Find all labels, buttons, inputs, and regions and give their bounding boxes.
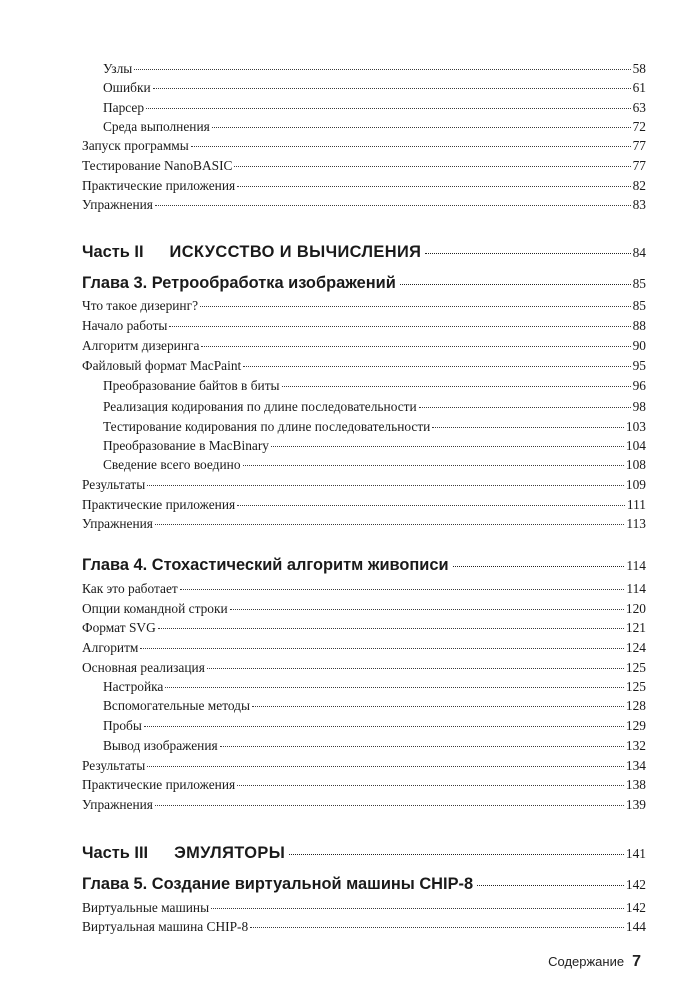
entry-title: Файловый формат MacPaint bbox=[82, 358, 242, 373]
entry-title: Упражнения bbox=[82, 516, 153, 531]
entry-page-number: 77 bbox=[632, 158, 646, 173]
dot-leader bbox=[191, 146, 631, 147]
toc-subsection-entry[interactable] bbox=[103, 717, 646, 735]
dot-leader bbox=[432, 427, 624, 428]
dot-leader bbox=[243, 465, 624, 466]
entry-title: Формат SVG bbox=[82, 620, 156, 635]
dot-leader bbox=[211, 908, 624, 909]
entry-title: Преобразование байтов в биты bbox=[103, 378, 280, 393]
entry-title: Алгоритм bbox=[82, 640, 139, 655]
toc-section-entry[interactable] bbox=[82, 157, 646, 175]
entry-page-number: 63 bbox=[632, 100, 646, 115]
entry-title: Основная реализация bbox=[82, 660, 205, 675]
entry-page-number: 85 bbox=[632, 298, 646, 313]
entry-title: ИСКУССТВО И ВЫЧИСЛЕНИЯ bbox=[169, 243, 422, 261]
dot-leader bbox=[220, 746, 624, 747]
entry-page-number: 139 bbox=[625, 797, 646, 812]
entry-title: Опции командной строки bbox=[82, 601, 228, 616]
dot-leader bbox=[144, 726, 624, 727]
footer-page-number: 7 bbox=[632, 953, 641, 970]
entry-page-number: 95 bbox=[632, 358, 646, 373]
toc-section-entry[interactable] bbox=[82, 659, 646, 677]
entry-title: Запуск программы bbox=[82, 138, 189, 153]
footer-label: Содержание bbox=[548, 954, 625, 969]
dot-leader bbox=[153, 88, 631, 89]
dot-leader bbox=[155, 205, 631, 206]
entry-page-number: 82 bbox=[632, 178, 646, 193]
dot-leader bbox=[134, 69, 630, 70]
entry-page-number: 124 bbox=[625, 640, 646, 655]
entry-page-number: 85 bbox=[632, 276, 646, 291]
entry-page-number: 121 bbox=[625, 620, 646, 635]
entry-title: Виртуальные машины bbox=[82, 900, 210, 915]
entry-page-number: 72 bbox=[632, 119, 646, 134]
dot-leader bbox=[237, 186, 630, 187]
dot-leader bbox=[146, 108, 631, 109]
entry-page-number: 61 bbox=[632, 80, 646, 95]
entry-title: Сведение всего воедино bbox=[103, 457, 241, 472]
dot-leader bbox=[400, 284, 631, 285]
toc-chapter-heading[interactable] bbox=[82, 272, 646, 295]
toc-section-entry[interactable] bbox=[82, 177, 646, 195]
toc-section-entry[interactable] bbox=[82, 476, 646, 494]
entry-title: Пробы bbox=[103, 718, 142, 733]
entry-title: Тестирование NanoBASIC bbox=[82, 158, 233, 173]
toc-section-entry[interactable] bbox=[82, 496, 646, 514]
dot-leader bbox=[453, 566, 625, 567]
entry-title: Настройка bbox=[103, 679, 164, 694]
dot-leader bbox=[212, 127, 631, 128]
entry-title: Начало работы bbox=[82, 318, 168, 333]
toc-section-entry[interactable] bbox=[82, 619, 646, 637]
dot-leader bbox=[155, 524, 624, 525]
entry-title: Результаты bbox=[82, 477, 146, 492]
toc-section-entry[interactable] bbox=[82, 515, 646, 533]
toc-section-entry[interactable] bbox=[82, 297, 646, 315]
dot-leader bbox=[140, 648, 624, 649]
toc-section-entry[interactable] bbox=[82, 600, 646, 618]
dot-leader bbox=[289, 854, 624, 855]
dot-leader bbox=[180, 589, 625, 590]
dot-leader bbox=[250, 927, 624, 928]
toc-subsection-entry[interactable] bbox=[103, 456, 646, 474]
entry-title: Глава 5. Создание виртуальной машины CHIP-8 bbox=[82, 875, 474, 893]
toc-section-entry[interactable] bbox=[82, 580, 646, 598]
entry-title: Результаты bbox=[82, 758, 146, 773]
entry-title: Среда выполнения bbox=[103, 119, 210, 134]
entry-page-number: 142 bbox=[625, 900, 646, 915]
toc-subsection-entry[interactable] bbox=[103, 418, 646, 436]
entry-page-number: 134 bbox=[625, 758, 646, 773]
toc-subsection-entry[interactable] bbox=[103, 60, 646, 78]
toc-section-entry[interactable] bbox=[82, 337, 646, 355]
entry-page-number: 141 bbox=[625, 846, 646, 861]
entry-page-number: 142 bbox=[625, 877, 646, 892]
entry-title: Глава 3. Ретрообработка изображений bbox=[82, 274, 396, 292]
toc-section-entry[interactable] bbox=[82, 196, 646, 214]
toc-subsection-entry[interactable] bbox=[103, 118, 646, 136]
dot-leader bbox=[147, 485, 624, 486]
entry-page-number: 144 bbox=[625, 919, 646, 934]
entry-page-number: 125 bbox=[625, 660, 646, 675]
entry-page-number: 114 bbox=[626, 581, 646, 596]
entry-title: Практические приложения bbox=[82, 178, 236, 193]
dot-leader bbox=[252, 706, 624, 707]
dot-leader bbox=[207, 668, 624, 669]
dot-leader bbox=[200, 306, 631, 307]
toc-section-entry[interactable] bbox=[82, 137, 646, 155]
dot-leader bbox=[271, 446, 624, 447]
dot-leader bbox=[155, 805, 624, 806]
entry-title: Глава 4. Стохастический алгоритм живописи bbox=[82, 556, 449, 574]
entry-title: Вспомогательные методы bbox=[103, 698, 250, 713]
toc-section-entry[interactable] bbox=[82, 899, 646, 917]
entry-page-number: 84 bbox=[632, 245, 646, 260]
toc-subsection-entry[interactable] bbox=[103, 737, 646, 755]
entry-title: Вывод изображения bbox=[103, 738, 218, 753]
entry-title: ЭМУЛЯТОРЫ bbox=[174, 844, 286, 862]
dot-leader bbox=[234, 166, 630, 167]
dot-leader bbox=[243, 366, 630, 367]
entry-page-number: 111 bbox=[626, 497, 646, 512]
entry-title: Реализация кодирования по длине последовательности bbox=[103, 399, 417, 414]
toc-chapter-heading[interactable] bbox=[82, 554, 646, 577]
entry-title: Узлы bbox=[103, 61, 133, 76]
entry-page-number: 103 bbox=[625, 419, 646, 434]
toc-section-entry[interactable] bbox=[82, 757, 646, 775]
entry-title: Преобразование в MacBinary bbox=[103, 438, 269, 453]
entry-title: Практические приложения bbox=[82, 777, 236, 792]
entry-page-number: 125 bbox=[625, 679, 646, 694]
dot-leader bbox=[282, 386, 631, 387]
dot-leader bbox=[147, 766, 624, 767]
toc-part-heading[interactable] bbox=[82, 842, 646, 865]
entry-page-number: 77 bbox=[632, 138, 646, 153]
entry-page-number: 98 bbox=[632, 399, 646, 414]
toc-section-entry[interactable] bbox=[82, 357, 646, 375]
toc-section-entry[interactable] bbox=[82, 639, 646, 657]
toc-subsection-entry[interactable] bbox=[103, 678, 646, 696]
toc-subsection-entry[interactable] bbox=[103, 99, 646, 117]
toc-part-heading[interactable] bbox=[82, 241, 646, 264]
dot-leader bbox=[419, 407, 631, 408]
entry-page-number: 104 bbox=[625, 438, 646, 453]
toc-section-entry[interactable] bbox=[82, 776, 646, 794]
entry-title: Парсер bbox=[103, 100, 145, 115]
entry-page-number: 83 bbox=[632, 197, 646, 212]
dot-leader bbox=[201, 346, 630, 347]
entry-page-number: 109 bbox=[625, 477, 646, 492]
toc-section-entry[interactable] bbox=[82, 918, 646, 936]
toc-section-entry[interactable] bbox=[82, 317, 646, 335]
toc-subsection-entry[interactable] bbox=[103, 377, 646, 395]
entry-title: Алгоритм дизеринга bbox=[82, 338, 200, 353]
entry-title: Практические приложения bbox=[82, 497, 236, 512]
part-label: Часть II bbox=[82, 243, 144, 261]
dot-leader bbox=[237, 505, 625, 506]
toc-subsection-entry[interactable] bbox=[103, 437, 646, 455]
entry-title: Упражнения bbox=[82, 197, 153, 212]
entry-title: Виртуальная машина CHIP-8 bbox=[82, 919, 249, 934]
entry-page-number: 132 bbox=[625, 738, 646, 753]
toc-subsection-entry[interactable] bbox=[103, 79, 646, 97]
entry-page-number: 114 bbox=[626, 558, 646, 573]
part-label: Часть III bbox=[82, 844, 149, 862]
entry-title: Тестирование кодирования по длине последовательности bbox=[103, 419, 431, 434]
entry-title: Что такое дизеринг? bbox=[82, 298, 199, 313]
entry-title: Упражнения bbox=[82, 797, 153, 812]
dot-leader bbox=[165, 687, 624, 688]
dot-leader bbox=[477, 885, 624, 886]
entry-page-number: 113 bbox=[626, 516, 646, 531]
toc-subsection-entry[interactable] bbox=[103, 697, 646, 715]
entry-page-number: 90 bbox=[632, 338, 646, 353]
dot-leader bbox=[169, 326, 630, 327]
dot-leader bbox=[425, 253, 630, 254]
toc-subsection-entry[interactable] bbox=[103, 398, 646, 416]
dot-leader bbox=[158, 628, 624, 629]
toc-chapter-heading[interactable] bbox=[82, 873, 646, 896]
entry-title: Ошибки bbox=[103, 80, 151, 95]
entry-page-number: 129 bbox=[625, 718, 646, 733]
dot-leader bbox=[230, 609, 624, 610]
entry-page-number: 96 bbox=[632, 378, 646, 393]
entry-page-number: 58 bbox=[632, 61, 646, 76]
dot-leader bbox=[237, 785, 624, 786]
entry-page-number: 138 bbox=[625, 777, 646, 792]
entry-page-number: 120 bbox=[625, 601, 646, 616]
entry-page-number: 108 bbox=[625, 457, 646, 472]
toc-section-entry[interactable] bbox=[82, 796, 646, 814]
page-footer bbox=[548, 953, 641, 971]
entry-page-number: 128 bbox=[625, 698, 646, 713]
entry-page-number: 88 bbox=[632, 318, 646, 333]
entry-title: Как это работает bbox=[82, 581, 178, 596]
